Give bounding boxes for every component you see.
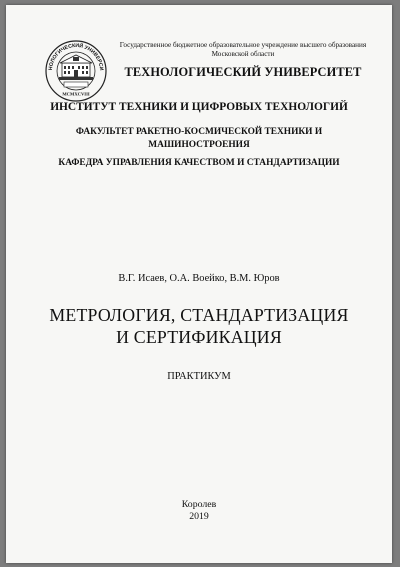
authors: В.Г. Исаев, О.А. Воейко, В.М. Юров <box>118 273 280 284</box>
document-subtitle: ПРАКТИКУМ <box>167 371 231 382</box>
header-block <box>110 41 376 80</box>
title-page <box>6 5 392 563</box>
document-title <box>6 304 392 348</box>
year: 2019 <box>189 511 209 522</box>
city: Королев <box>181 499 217 510</box>
gov-line-1: Государственное бюджетное образовательное учреждение высшего образования <box>119 41 367 49</box>
faculty-line-1: ФАКУЛЬТЕТ РАКЕТНО-КОСМИЧЕСКОЙ ТЕХНИКИ И <box>75 127 323 137</box>
title-line-1: МЕТРОЛОГИЯ, СТАНДАРТИЗАЦИЯ <box>49 305 349 325</box>
institute-name: ИНСТИТУТ ТЕХНИКИ И ЦИФРОВЫХ ТЕХНОЛОГИЙ <box>50 101 348 113</box>
publication-info <box>6 499 392 523</box>
university-name: ТЕХНОЛОГИЧЕСКИЙ УНИВЕРСИТЕТ <box>124 65 362 79</box>
logo-roman-year: MCMXCVIII <box>62 91 90 97</box>
title-line-2: И СЕРТИФИКАЦИЯ <box>116 327 282 347</box>
logo-ring-text: НОЛОГИЧЕСКИЙ УНИВЕРСИ <box>47 42 105 71</box>
gov-line-2: Московской области <box>211 50 275 58</box>
university-logo-icon <box>44 39 108 103</box>
faculty-name <box>26 126 372 152</box>
faculty-line-2: МАШИНОСТРОЕНИЯ <box>148 140 250 150</box>
department-name: КАФЕДРА УПРАВЛЕНИЯ КАЧЕСТВОМ И СТАНДАРТИЗАЦИИ <box>58 158 340 168</box>
